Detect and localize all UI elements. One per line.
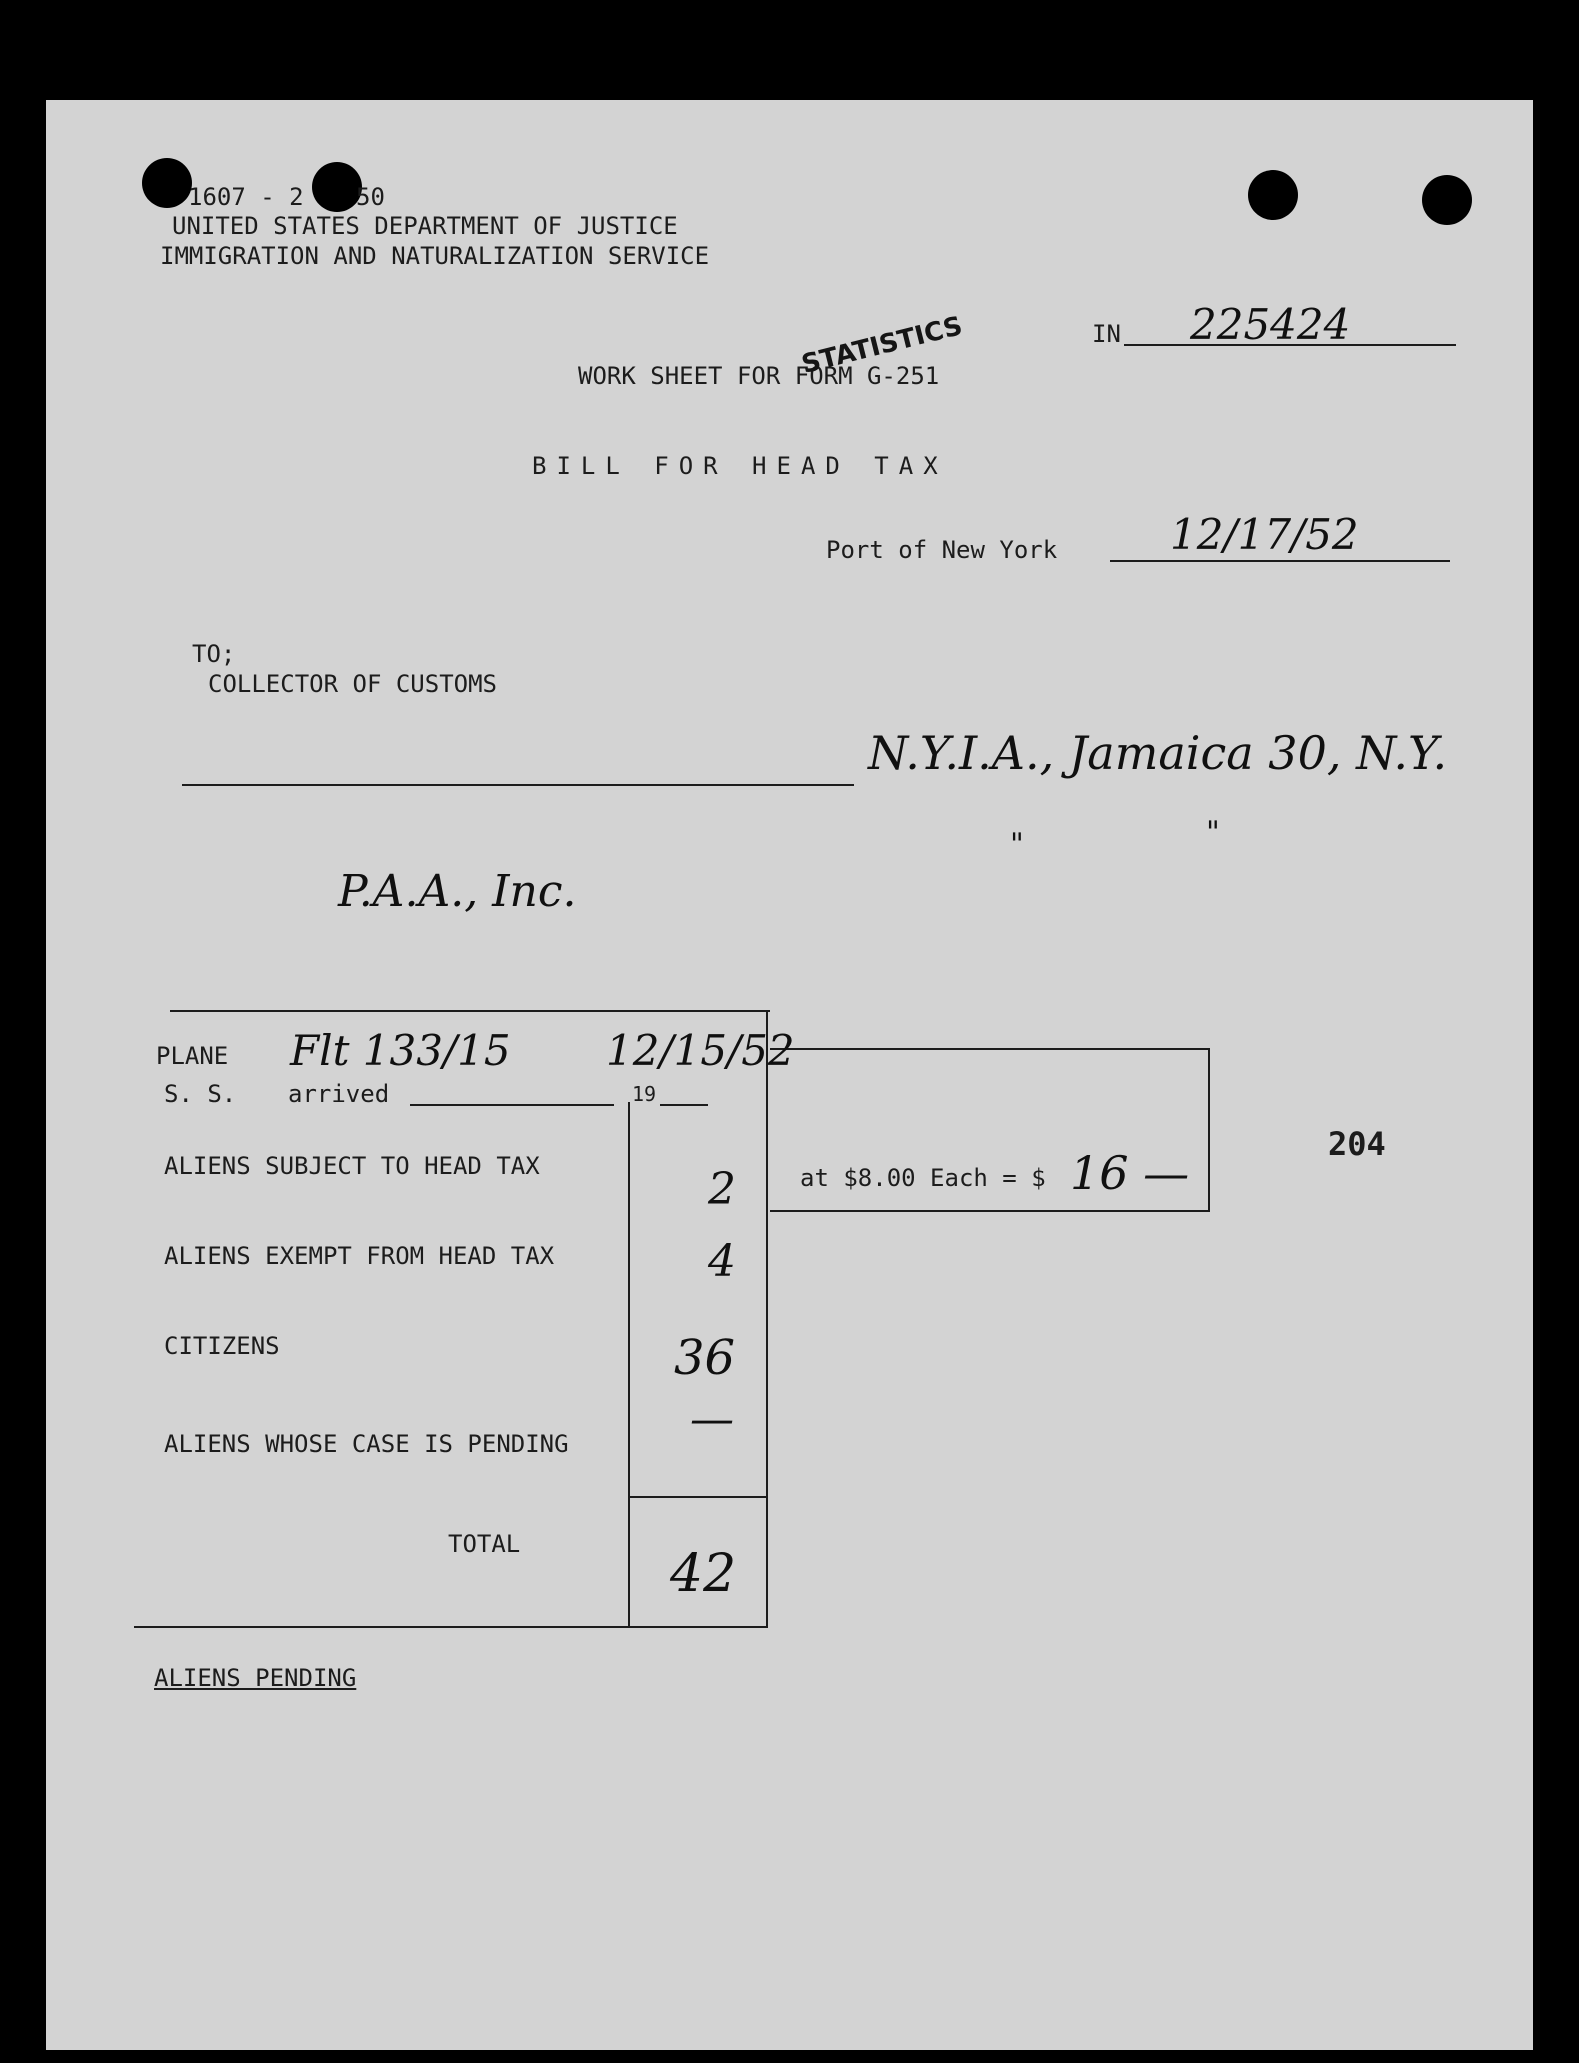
document-page bbox=[46, 100, 1533, 2050]
punch-hole-center bbox=[312, 162, 362, 212]
aliens-pending-label: ALIENS PENDING bbox=[154, 1664, 357, 1692]
amount-handwritten: 16 — bbox=[1070, 1146, 1190, 1200]
statistics-stamp: STATISTICS bbox=[798, 311, 966, 380]
ss-label: S. S. bbox=[164, 1080, 237, 1108]
ditto-mark-2: " bbox=[1206, 815, 1220, 850]
table-outer-right-line bbox=[766, 1010, 768, 1628]
ditto-mark-1: " bbox=[1010, 827, 1024, 862]
rate-box-bottom bbox=[770, 1210, 1210, 1212]
port-label: Port of New York bbox=[826, 536, 1058, 564]
arrival-date-handwritten: 12/15/52 bbox=[606, 1026, 795, 1075]
rate-box-right bbox=[1208, 1048, 1210, 1212]
arrived-line bbox=[410, 1104, 614, 1106]
in-label: IN bbox=[1092, 320, 1121, 348]
flight-number-handwritten: Flt 133/15 bbox=[290, 1026, 511, 1075]
department-name: UNITED STATES DEPARTMENT OF JUSTICE bbox=[172, 212, 678, 240]
punch-hole-right-1 bbox=[1248, 170, 1298, 220]
table-top-line bbox=[170, 1010, 770, 1012]
arrived-label: arrived bbox=[288, 1080, 390, 1108]
table-bottom-line bbox=[134, 1626, 768, 1628]
row-label-subject: ALIENS SUBJECT TO HEAD TAX bbox=[164, 1152, 540, 1180]
handwritten-carrier: P.A.A., Inc. bbox=[338, 866, 577, 917]
port-date: 12/17/52 bbox=[1170, 510, 1359, 559]
service-name: IMMIGRATION AND NATURALIZATION SERVICE bbox=[160, 242, 710, 270]
handwritten-location: N.Y.I.A., Jamaica 30, N.Y. bbox=[868, 726, 1448, 780]
plane-label: PLANE bbox=[156, 1042, 229, 1070]
port-date-line bbox=[1110, 560, 1450, 562]
side-number: 204 bbox=[1328, 1125, 1386, 1163]
total-value: 42 bbox=[670, 1544, 737, 1604]
to-label: TO; bbox=[192, 640, 236, 668]
row-label-exempt: ALIENS EXEMPT FROM HEAD TAX bbox=[164, 1242, 555, 1270]
worksheet-title: WORK SHEET FOR FORM G-251 bbox=[578, 362, 940, 390]
row-label-citizens: CITIZENS bbox=[164, 1332, 280, 1360]
row-value-citizens: 36 bbox=[674, 1330, 736, 1386]
rate-box-top bbox=[770, 1048, 1210, 1050]
form-number-left: 1607 - 2 bbox=[188, 183, 304, 211]
row-value-pending: — bbox=[690, 1394, 734, 1445]
punch-hole-left bbox=[142, 158, 192, 208]
bill-title: BILL FOR HEAD TAX bbox=[532, 452, 948, 480]
rate-text: at $8.00 Each = $ bbox=[800, 1164, 1046, 1192]
in-number: 225424 bbox=[1190, 300, 1351, 349]
row-value-exempt: 4 bbox=[708, 1236, 736, 1287]
form-number-right: 50 bbox=[356, 183, 385, 211]
row-label-pending: ALIENS WHOSE CASE IS PENDING bbox=[164, 1430, 569, 1458]
row-value-subject: 2 bbox=[708, 1164, 736, 1215]
count-column-left-line bbox=[628, 1102, 630, 1628]
punch-hole-right-2 bbox=[1422, 175, 1472, 225]
total-label: TOTAL bbox=[448, 1530, 521, 1558]
year-line bbox=[660, 1104, 708, 1106]
collector-of-customs: COLLECTOR OF CUSTOMS bbox=[208, 670, 497, 698]
year-prefix: 19 bbox=[632, 1082, 657, 1106]
address-line bbox=[182, 784, 854, 786]
total-separator-line bbox=[628, 1496, 768, 1498]
